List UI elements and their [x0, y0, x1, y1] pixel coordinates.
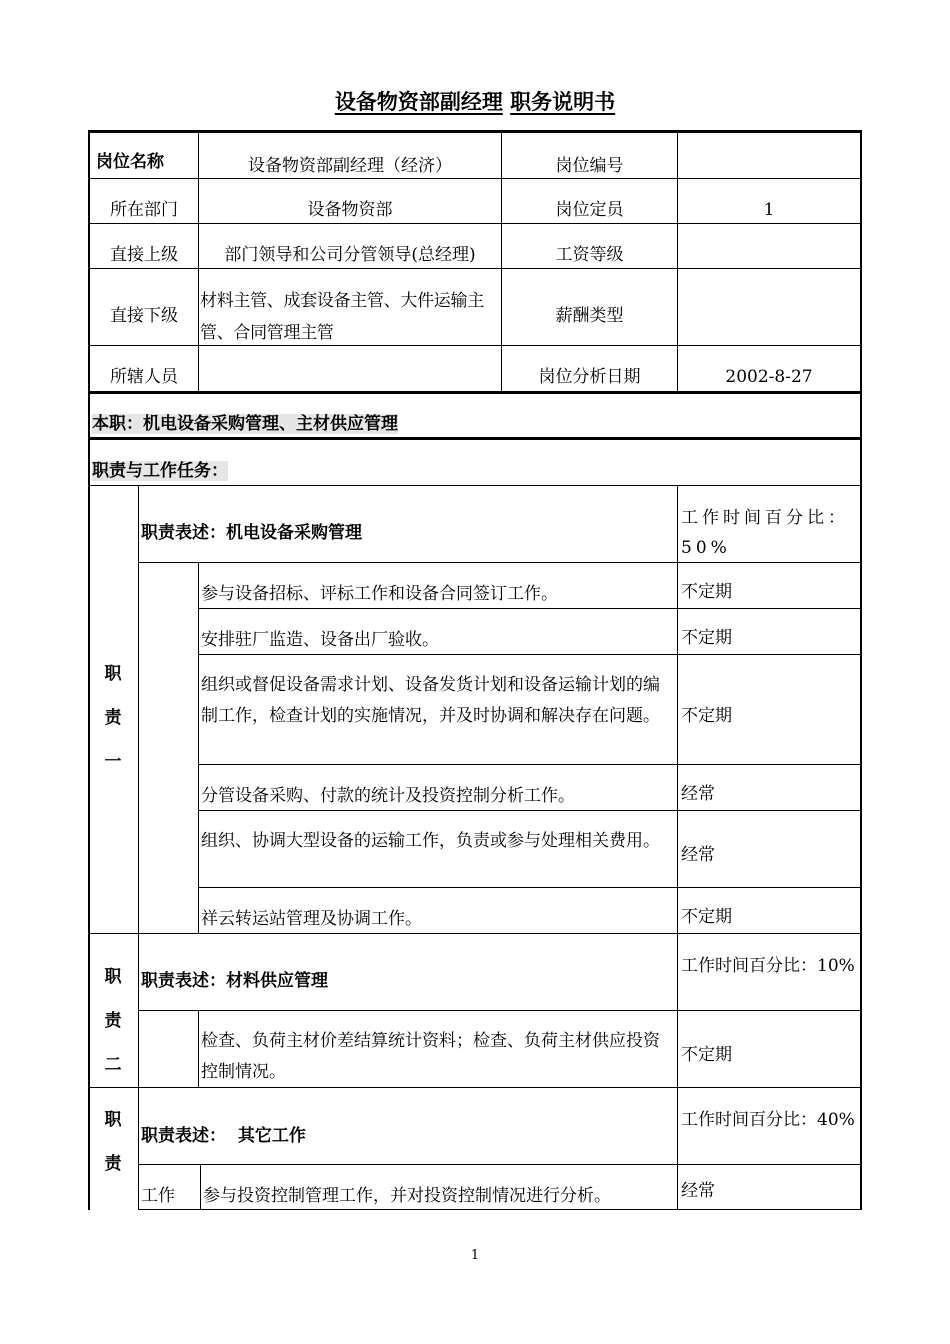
duty-1-task-4-frequency: 经常	[681, 784, 715, 804]
duty-1-task-6-frequency: 不定期	[681, 907, 732, 927]
title-main: 设备物资部副经理	[334, 90, 503, 114]
duty-3-description: 职责表述： 其它工作	[141, 1126, 306, 1146]
duty-1-label: 职 责 一	[104, 664, 122, 772]
duty-1-task-6: 祥云转运站管理及协调工作。	[201, 909, 422, 929]
analysis-date-label: 岗位分析日期	[538, 367, 641, 387]
superior-label: 直接上级	[110, 245, 178, 265]
duty-2-label: 职 责 二	[104, 967, 122, 1075]
post-name-label: 岗位名称	[96, 152, 164, 172]
duty-1-task-2-frequency: 不定期	[681, 628, 732, 648]
duty-1-task-2: 安排驻厂监造、设备出厂验收。	[201, 630, 439, 650]
duty-1-task-5-frequency: 经常	[681, 845, 715, 865]
duty-1-task-1: 参与设备招标、评标工作和设备合同签订工作。	[201, 584, 558, 604]
duty-1-time-percent: 工作时间百分比：50%	[681, 508, 849, 558]
duty-3-label: 职 责	[104, 1110, 122, 1174]
tasks-heading: 职责与工作任务：	[92, 461, 228, 481]
duty-2-task-1: 检查、负荷主材价差结算统计资料；检查、负荷主材供应投资控制情况。	[201, 1031, 660, 1082]
dept-label: 所在部门	[110, 200, 178, 220]
duty-3-task-1: 参与投资控制管理工作，并对投资控制情况进行分析。	[203, 1186, 611, 1206]
duty-summary: 本职：机电设备采购管理、主材供应管理	[92, 414, 398, 434]
headcount-label: 岗位定员	[555, 200, 624, 220]
superior-value: 部门领导和公司分管领导(总经理)	[224, 245, 476, 265]
duty-1-task-4: 分管设备采购、付款的统计及投资控制分析工作。	[201, 786, 575, 806]
duty-1-task-5: 组织、协调大型设备的运输工作，负责或参与处理相关费用。	[201, 831, 660, 851]
pay-type-label: 薪酬类型	[555, 306, 624, 326]
post-name-value: 设备物资部副经理（经济）	[248, 156, 452, 176]
duty-1-description: 职责表述：机电设备采购管理	[141, 523, 362, 543]
subordinate-label: 直接下级	[110, 306, 178, 326]
analysis-date-value: 2002-8-27	[725, 367, 813, 387]
duty-1-task-3-frequency: 不定期	[681, 706, 732, 726]
dept-value: 设备物资部	[307, 200, 393, 220]
staff-label: 所辖人员	[110, 367, 178, 387]
grade-label: 工资等级	[555, 245, 624, 265]
subordinate-value: 材料主管、成套设备主管、大件运输主管、合同管理主管	[200, 291, 484, 343]
duty-3-sub-label: 工作	[141, 1186, 175, 1206]
duty-3-time-percent: 工作时间百分比：40%	[681, 1110, 855, 1130]
title-suffix: 职务说明书	[510, 90, 616, 114]
duty-2-time-percent: 工作时间百分比：10%	[681, 956, 855, 976]
duty-2-task-1-frequency: 不定期	[681, 1045, 732, 1065]
page-number: 1	[470, 1248, 480, 1263]
duty-3-task-1-frequency: 经常	[681, 1181, 715, 1201]
post-no-label: 岗位编号	[555, 156, 624, 176]
page-title	[0, 86, 950, 116]
duty-2-description: 职责表述：材料供应管理	[141, 971, 328, 991]
duty-1-task-3: 组织或督促设备需求计划、设备发货计划和设备运输计划的编制工作，检查计划的实施情况，并及时协调和解决存在问题。	[201, 675, 660, 726]
duty-1-task-1-frequency: 不定期	[681, 582, 732, 602]
headcount-value: 1	[763, 200, 775, 220]
